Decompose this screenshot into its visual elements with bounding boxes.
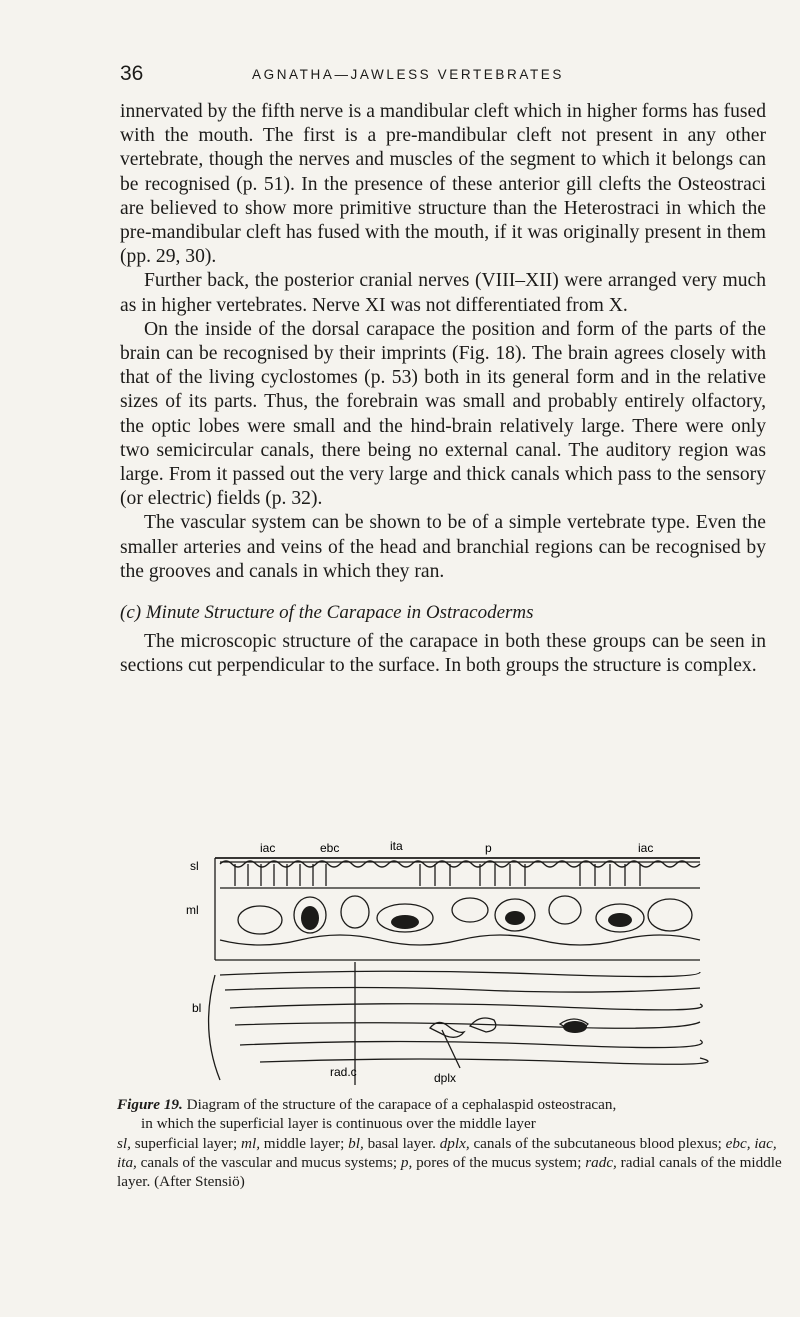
legend-abbr: ebc, iac, ita,	[117, 1134, 777, 1171]
body-text	[120, 100, 766, 679]
label-radc: rad.c	[330, 1065, 357, 1079]
legend-text: middle layer;	[259, 1134, 349, 1152]
legend-text: radial canals of the middle layer. (After Stensiö)	[117, 1153, 782, 1191]
legend-abbr: ml,	[241, 1134, 260, 1152]
label-sl: sl	[190, 859, 199, 873]
page-header	[120, 62, 760, 92]
legend-abbr: sl,	[117, 1134, 131, 1152]
caption-title: Figure 19.	[117, 1096, 183, 1113]
caption-line: in which the superficial layer is continuous over the middle layer	[141, 1115, 536, 1133]
label-iac-right: iac	[638, 841, 654, 855]
legend-abbr: radc,	[585, 1153, 617, 1171]
legend-abbr: dplx,	[439, 1134, 470, 1152]
running-head: AGNATHA—JAWLESS VERTEBRATES	[252, 67, 565, 82]
label-iac-left: iac	[260, 841, 276, 855]
page-number: 36	[120, 62, 144, 85]
label-ml: ml	[186, 903, 199, 917]
section-heading: (c) Minute Structure of the Carapace in Ostracoderms	[120, 602, 534, 624]
label-p: p	[485, 841, 492, 855]
paragraph: The vascular system can be shown to be of a simple vertebrate type. Even the smaller arteries and veins of the head and branchial regions can be recognised by the grooves and canals in which they ran.	[120, 512, 766, 582]
carapace-diagram-svg	[180, 840, 720, 1090]
legend-text: canals of the subcutaneous blood plexus;	[469, 1134, 726, 1152]
legend-text: canals of the vascular and mucus systems;	[136, 1153, 401, 1171]
paragraph: The microscopic structure of the carapace in both these groups can be seen in sections cut perpendicular to the surface. In both groups the structure is complex.	[120, 631, 766, 677]
carapace-diagram	[180, 840, 720, 1090]
legend-text: superficial layer;	[130, 1134, 241, 1152]
label-dplx: dplx	[434, 1071, 457, 1085]
label-ebc: ebc	[320, 841, 340, 855]
figure-caption	[117, 1095, 787, 1191]
label-bl: bl	[192, 1001, 202, 1015]
legend-abbr: p,	[400, 1153, 413, 1171]
legend-abbr: bl,	[348, 1134, 364, 1152]
label-ita: ita	[390, 840, 403, 853]
legend-text: pores of the mucus system;	[412, 1153, 586, 1171]
legend-text: basal layer.	[363, 1134, 440, 1152]
caption-line: Diagram of the structure of the carapace of a cephalaspid osteostracan,	[186, 1096, 617, 1113]
paragraph: innervated by the fifth nerve is a mandibular cleft which in higher forms has fused with the mouth. The first is a pre-mandibular cleft not present in any other vertebrate, though the nerves and muscles of the segment to which it belongs can be recognised (p. 51). In the presence of these anterior gill clefts the Osteostraci are believed to show more primitive structure than the Heterostraci in which the pre-mandibular cleft has fused with the mouth, if it was originally present in them (pp. 29, 30).	[120, 101, 766, 268]
paragraph: Further back, the posterior cranial nerves (VIII–XII) were arranged very much as in higher vertebrates. Nerve XI was not differentiated from X.	[120, 270, 766, 316]
paragraph: On the inside of the dorsal carapace the position and form of the parts of the brain can be recognised by their imprints (Fig. 18). The brain agrees closely with that of the living cyclostomes (p. 53) both in its general form and in the relative sizes of its parts. Thus, the forebrain was small and probably entirely olfactory, the optic lobes were small and the hind-brain relatively large. There were only two semicircular canals, there being no external canal. The auditory region was large. From it passed out the very large and thick canals which pass to the sensory (or electric) fields (p. 32).	[120, 318, 766, 510]
